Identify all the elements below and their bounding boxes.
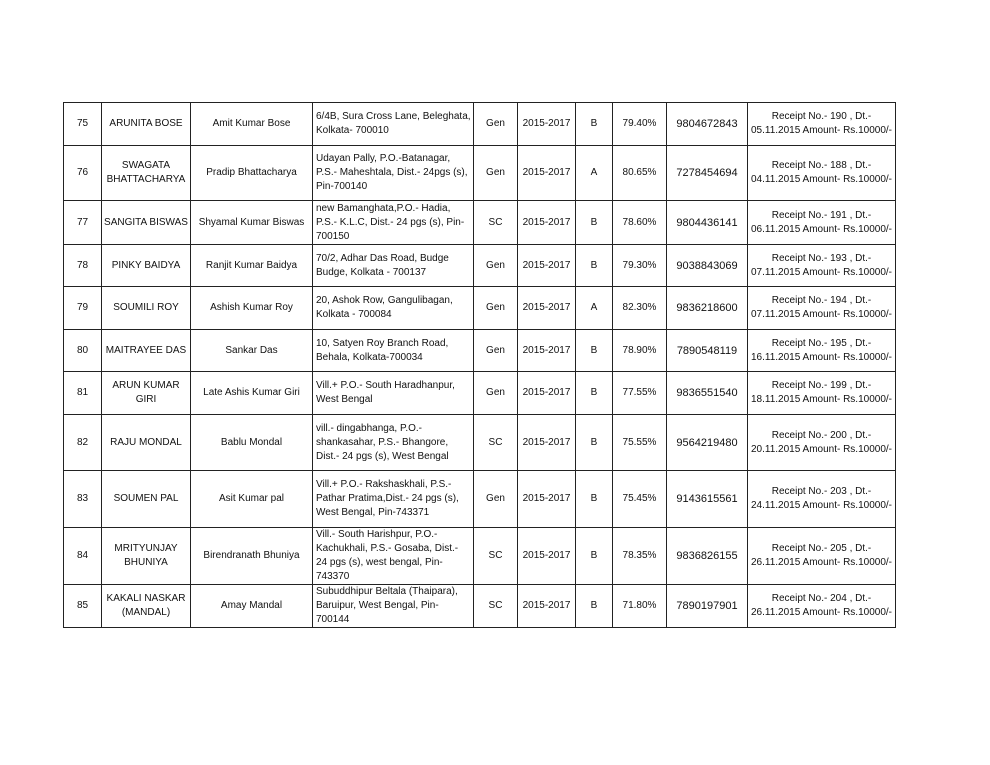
phone-number-cell: 7278454694 bbox=[667, 146, 748, 201]
table-row bbox=[64, 287, 896, 330]
student-name-cell: SOUMEN PAL bbox=[102, 471, 191, 528]
serial-number-cell: 75 bbox=[64, 103, 102, 146]
phone-number-cell: 7890197901 bbox=[667, 585, 748, 628]
guardian-name-cell: Late Ashis Kumar Giri bbox=[191, 372, 313, 415]
percentage-cell: 75.55% bbox=[613, 415, 667, 471]
session-cell: 2015-2017 bbox=[518, 372, 576, 415]
serial-number-cell: 76 bbox=[64, 146, 102, 201]
percentage-cell: 77.55% bbox=[613, 372, 667, 415]
group-cell: B bbox=[576, 528, 613, 585]
session-cell: 2015-2017 bbox=[518, 528, 576, 585]
phone-number-cell: 9804436141 bbox=[667, 201, 748, 245]
phone-number-cell: 7890548119 bbox=[667, 330, 748, 372]
phone-number-cell: 9836551540 bbox=[667, 372, 748, 415]
receipt-number-line: Receipt No.- 190 , Dt.- bbox=[771, 111, 872, 122]
receipt-date-amount-line: 24.11.2015 Amount- Rs.10000/- bbox=[750, 500, 893, 511]
address-cell: Vill.- South Harishpur, P.O.- Kachukhali, P.S.- Gosaba, Dist.- 24 pgs (s), west bengal, Pin-743370 bbox=[313, 528, 474, 585]
serial-number-cell: 78 bbox=[64, 245, 102, 287]
table-row bbox=[64, 201, 896, 245]
receipt-date-amount-line: 18.11.2015 Amount- Rs.10000/- bbox=[750, 394, 893, 405]
receipt-date-amount-line: 07.11.2015 Amount- Rs.10000/- bbox=[750, 309, 893, 320]
receipt-number-line: Receipt No.- 191 , Dt.- bbox=[771, 209, 872, 221]
group-cell: B bbox=[576, 585, 613, 628]
serial-number-cell: 77 bbox=[64, 201, 102, 245]
student-name-cell: ARUN KUMAR GIRI bbox=[102, 372, 191, 415]
serial-number-cell: 84 bbox=[64, 528, 102, 585]
group-cell: A bbox=[576, 146, 613, 201]
receipt-number-line: Receipt No.- 204 , Dt.- bbox=[771, 593, 872, 604]
receipt-number-line: Receipt No.- 205 , Dt.- bbox=[771, 543, 872, 554]
percentage-cell: 79.30% bbox=[613, 245, 667, 287]
serial-number-cell: 82 bbox=[64, 415, 102, 471]
group-cell: B bbox=[576, 201, 613, 245]
session-cell: 2015-2017 bbox=[518, 415, 576, 471]
receipt-number-line: Receipt No.- 193 , Dt.- bbox=[771, 252, 872, 264]
table-row bbox=[64, 103, 896, 146]
guardian-name-cell: Ashish Kumar Roy bbox=[191, 287, 313, 330]
receipt-details-cell bbox=[748, 528, 896, 585]
table-row bbox=[64, 585, 896, 628]
phone-number-cell: 9143615561 bbox=[667, 471, 748, 528]
percentage-cell: 78.60% bbox=[613, 201, 667, 245]
category-cell: Gen bbox=[474, 103, 518, 146]
group-cell: B bbox=[576, 103, 613, 146]
receipt-details-cell bbox=[748, 415, 896, 471]
address-cell: 70/2, Adhar Das Road, Budge Budge, Kolkata - 700137 bbox=[313, 245, 474, 287]
receipt-number-line: Receipt No.- 194 , Dt.- bbox=[771, 295, 872, 306]
table-row bbox=[64, 471, 896, 528]
group-cell: B bbox=[576, 415, 613, 471]
guardian-name-cell: Amit Kumar Bose bbox=[191, 103, 313, 146]
table-row bbox=[64, 146, 896, 201]
session-cell: 2015-2017 bbox=[518, 287, 576, 330]
address-cell: 6/4B, Sura Cross Lane, Beleghata, Kolkata- 700010 bbox=[313, 103, 474, 146]
guardian-name-cell: Birendranath Bhuniya bbox=[191, 528, 313, 585]
session-cell: 2015-2017 bbox=[518, 245, 576, 287]
student-name-cell: KAKALI NASKAR (MANDAL) bbox=[102, 585, 191, 628]
percentage-cell: 71.80% bbox=[613, 585, 667, 628]
receipt-number-line: Receipt No.- 199 , Dt.- bbox=[771, 380, 872, 391]
receipt-details-cell bbox=[748, 471, 896, 528]
group-cell: B bbox=[576, 330, 613, 372]
guardian-name-cell: Pradip Bhattacharya bbox=[191, 146, 313, 201]
group-cell: B bbox=[576, 245, 613, 287]
receipt-date-amount-line: 07.11.2015 Amount- Rs.10000/- bbox=[750, 266, 893, 278]
table-row bbox=[64, 330, 896, 372]
category-cell: SC bbox=[474, 415, 518, 471]
group-cell: B bbox=[576, 471, 613, 528]
address-cell: 10, Satyen Roy Branch Road, Behala, Kolkata-700034 bbox=[313, 330, 474, 372]
serial-number-cell: 79 bbox=[64, 287, 102, 330]
address-cell: new Bamanghata,P.O.- Hadia, P.S.- K.L.C, Dist.- 24 pgs (s), Pin-700150 bbox=[313, 201, 474, 245]
percentage-cell: 78.90% bbox=[613, 330, 667, 372]
student-name-cell: MAITRAYEE DAS bbox=[102, 330, 191, 372]
table-body bbox=[64, 103, 896, 628]
table-row bbox=[64, 528, 896, 585]
student-name-cell: RAJU MONDAL bbox=[102, 415, 191, 471]
category-cell: Gen bbox=[474, 471, 518, 528]
receipt-date-amount-line: 20.11.2015 Amount- Rs.10000/- bbox=[750, 443, 893, 455]
category-cell: Gen bbox=[474, 245, 518, 287]
session-cell: 2015-2017 bbox=[518, 103, 576, 146]
address-cell: vill.- dingabhanga, P.O.- shankasahar, P.S.- Bhangore, Dist.- 24 pgs (s), West Bengal bbox=[313, 415, 474, 471]
session-cell: 2015-2017 bbox=[518, 330, 576, 372]
receipt-details-cell bbox=[748, 103, 896, 146]
serial-number-cell: 80 bbox=[64, 330, 102, 372]
category-cell: Gen bbox=[474, 287, 518, 330]
percentage-cell: 78.35% bbox=[613, 528, 667, 585]
guardian-name-cell: Amay Mandal bbox=[191, 585, 313, 628]
student-name-cell: ARUNITA BOSE bbox=[102, 103, 191, 146]
receipt-number-line: Receipt No.- 195 , Dt.- bbox=[771, 337, 872, 349]
phone-number-cell: 9836826155 bbox=[667, 528, 748, 585]
guardian-name-cell: Bablu Mondal bbox=[191, 415, 313, 471]
guardian-name-cell: Shyamal Kumar Biswas bbox=[191, 201, 313, 245]
category-cell: Gen bbox=[474, 330, 518, 372]
receipt-date-amount-line: 04.11.2015 Amount- Rs.10000/- bbox=[750, 174, 893, 185]
percentage-cell: 82.30% bbox=[613, 287, 667, 330]
student-name-cell: SWAGATA BHATTACHARYA bbox=[102, 146, 191, 201]
receipt-details-cell bbox=[748, 146, 896, 201]
session-cell: 2015-2017 bbox=[518, 146, 576, 201]
student-admission-table bbox=[63, 102, 896, 628]
address-cell: Vill.+ P.O.- Rakshaskhali, P.S.- Pathar Pratima,Dist.- 24 pgs (s), West Bengal, Pin-743371 bbox=[313, 471, 474, 528]
receipt-date-amount-line: 06.11.2015 Amount- Rs.10000/- bbox=[750, 223, 893, 235]
receipt-details-cell bbox=[748, 245, 896, 287]
receipt-details-cell bbox=[748, 287, 896, 330]
serial-number-cell: 83 bbox=[64, 471, 102, 528]
category-cell: Gen bbox=[474, 372, 518, 415]
receipt-details-cell bbox=[748, 372, 896, 415]
address-cell: Vill.+ P.O.- South Haradhanpur, West Bengal bbox=[313, 372, 474, 415]
percentage-cell: 75.45% bbox=[613, 471, 667, 528]
percentage-cell: 80.65% bbox=[613, 146, 667, 201]
group-cell: A bbox=[576, 287, 613, 330]
category-cell: Gen bbox=[474, 146, 518, 201]
address-cell: Udayan Pally, P.O.-Batanagar, P.S.- Maheshtala, Dist.- 24pgs (s), Pin-700140 bbox=[313, 146, 474, 201]
phone-number-cell: 9836218600 bbox=[667, 287, 748, 330]
student-name-cell: MRITYUNJAY BHUNIYA bbox=[102, 528, 191, 585]
phone-number-cell: 9564219480 bbox=[667, 415, 748, 471]
receipt-details-cell bbox=[748, 330, 896, 372]
guardian-name-cell: Sankar Das bbox=[191, 330, 313, 372]
phone-number-cell: 9038843069 bbox=[667, 245, 748, 287]
serial-number-cell: 85 bbox=[64, 585, 102, 628]
receipt-number-line: Receipt No.- 203 , Dt.- bbox=[771, 486, 872, 497]
serial-number-cell: 81 bbox=[64, 372, 102, 415]
guardian-name-cell: Asit Kumar pal bbox=[191, 471, 313, 528]
table-row bbox=[64, 245, 896, 287]
table-row bbox=[64, 415, 896, 471]
receipt-number-line: Receipt No.- 188 , Dt.- bbox=[771, 160, 872, 171]
address-cell: Subuddhipur Beltala (Thaipara), Baruipur, West Bengal, Pin-700144 bbox=[313, 585, 474, 628]
receipt-date-amount-line: 26.11.2015 Amount- Rs.10000/- bbox=[750, 607, 893, 618]
group-cell: B bbox=[576, 372, 613, 415]
receipt-number-line: Receipt No.- 200 , Dt.- bbox=[771, 429, 872, 441]
percentage-cell: 79.40% bbox=[613, 103, 667, 146]
session-cell: 2015-2017 bbox=[518, 201, 576, 245]
category-cell: SC bbox=[474, 585, 518, 628]
phone-number-cell: 9804672843 bbox=[667, 103, 748, 146]
session-cell: 2015-2017 bbox=[518, 471, 576, 528]
student-name-cell: SANGITA BISWAS bbox=[102, 201, 191, 245]
receipt-details-cell bbox=[748, 585, 896, 628]
category-cell: SC bbox=[474, 201, 518, 245]
student-name-cell: SOUMILI ROY bbox=[102, 287, 191, 330]
table-row bbox=[64, 372, 896, 415]
address-cell: 20, Ashok Row, Gangulibagan, Kolkata - 700084 bbox=[313, 287, 474, 330]
receipt-date-amount-line: 26.11.2015 Amount- Rs.10000/- bbox=[750, 557, 893, 568]
student-name-cell: PINKY BAIDYA bbox=[102, 245, 191, 287]
receipt-date-amount-line: 16.11.2015 Amount- Rs.10000/- bbox=[750, 351, 893, 363]
guardian-name-cell: Ranjit Kumar Baidya bbox=[191, 245, 313, 287]
receipt-date-amount-line: 05.11.2015 Amount- Rs.10000/- bbox=[750, 125, 893, 136]
session-cell: 2015-2017 bbox=[518, 585, 576, 628]
receipt-details-cell bbox=[748, 201, 896, 245]
category-cell: SC bbox=[474, 528, 518, 585]
